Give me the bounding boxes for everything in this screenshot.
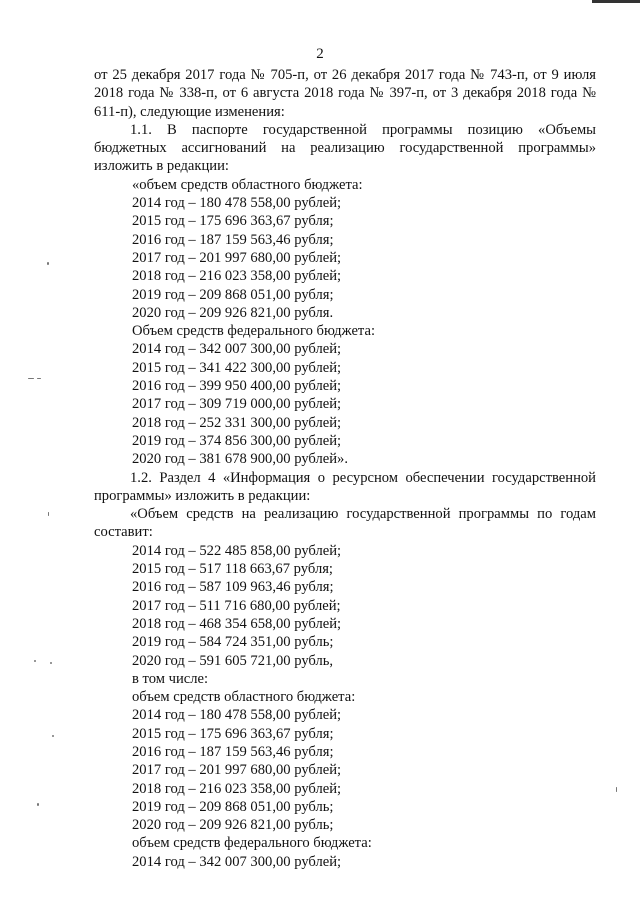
block1-federal-year-line: 2019 год – 374 856 300,00 рублей; <box>132 432 342 449</box>
block1-regional-year-line: 2017 год – 201 997 680,00 рублей; <box>132 249 342 266</box>
block2-regional-budget <box>94 688 596 834</box>
block2-total-heading: «Объем средств на реализацию государственной программы по годам составит: <box>94 506 596 541</box>
scan-speck <box>37 378 41 379</box>
block1-regional-heading: «объем средств областного бюджета: <box>132 176 363 193</box>
block1-federal-year-line: 2016 год – 399 950 400,00 рублей; <box>132 378 342 395</box>
scan-speck <box>34 660 36 662</box>
block2-total-year-line: 2019 год – 584 724 351,00 рубль; <box>132 634 334 651</box>
block2-federal-heading: объем средств федерального бюджета: <box>132 835 372 852</box>
item-1-2-paragraph: 1.2. Раздел 4 «Информация о ресурсном обеспечении государственной программы» изложить в редакции: <box>94 469 596 504</box>
block2-regional-year-line: 2020 год – 209 926 821,00 рубль; <box>132 817 334 834</box>
block2-total-year-line: 2014 год – 522 485 858,00 рублей; <box>132 542 342 559</box>
intro-paragraph: от 25 декабря 2017 года № 705-п, от 26 декабря 2017 года № 743-п, от 9 июля 2018 года № 338-п, от 6 августа 2018 года № 397-п, от 3 декабря 2018 года № 611-п), следующие изменения: <box>94 67 596 120</box>
block1-regional-year-line: 2014 год – 180 478 558,00 рублей; <box>132 195 342 212</box>
block2-total-year-line: 2018 год – 468 354 658,00 рублей; <box>132 615 342 632</box>
scan-speck <box>47 262 49 265</box>
block1-regional-year-line: 2015 год – 175 696 363,67 рубля; <box>132 213 334 230</box>
block1-regional-year-line: 2020 год – 209 926 821,00 рубля. <box>132 304 334 321</box>
block2-total-budget <box>94 542 596 688</box>
block1-regional-year-line: 2019 год – 209 868 051,00 рубля; <box>132 286 334 303</box>
item-1-1-paragraph: 1.1. В паспорте государственной программы позицию «Объемы бюджетных ассигнований на реализацию государственной программы» изложить в редакции: <box>94 121 596 175</box>
block1-federal-year-line: 2017 год – 309 719 000,00 рублей; <box>132 396 342 413</box>
document-body <box>94 66 596 871</box>
block2-regional-year-line: 2014 год – 180 478 558,00 рублей; <box>132 707 342 724</box>
block2-federal-budget <box>94 834 596 871</box>
scan-speck <box>52 735 54 737</box>
scan-speck <box>28 378 34 379</box>
page-number: 2 <box>316 46 324 62</box>
block2-federal-year-line: 2014 год – 342 007 300,00 рублей; <box>132 853 342 870</box>
block2-regional-year-line: 2017 год – 201 997 680,00 рублей; <box>132 762 342 779</box>
block1-regional-year-line: 2016 год – 187 159 563,46 рубля; <box>132 231 334 248</box>
block2-regional-heading: объем средств областного бюджета: <box>132 689 356 706</box>
scan-speck <box>48 512 49 516</box>
block2-regional-year-line: 2019 год – 209 868 051,00 рубль; <box>132 798 334 815</box>
block1-federal-heading: Объем средств федерального бюджета: <box>132 323 376 340</box>
block1-regional-year-line: 2018 год – 216 023 358,00 рублей; <box>132 268 342 285</box>
block1-federal-year-line: 2020 год – 381 678 900,00 рублей». <box>132 451 348 468</box>
block2-total-year-line: 2017 год – 511 716 680,00 рублей; <box>132 597 341 614</box>
block1-federal-year-line: 2014 год – 342 007 300,00 рублей; <box>132 341 342 358</box>
block2-total-year-line: 2016 год – 587 109 963,46 рубля; <box>132 579 334 596</box>
block1-federal-year-line: 2015 год – 341 422 300,00 рублей; <box>132 359 342 376</box>
block1-federal-budget <box>94 322 596 468</box>
block2-including-label: в том числе: <box>132 670 209 687</box>
block2-regional-year-line: 2015 год – 175 696 363,67 рубля; <box>132 725 334 742</box>
block1-federal-year-line: 2018 год – 252 331 300,00 рублей; <box>132 414 342 431</box>
scan-speck <box>50 662 52 664</box>
scan-speck <box>616 787 617 792</box>
scan-edge-mark <box>592 0 640 3</box>
block2-total-year-line: 2020 год – 591 605 721,00 рубль, <box>132 652 334 669</box>
block2-total-year-line: 2015 год – 517 118 663,67 рубля; <box>132 561 333 578</box>
block1-regional-budget <box>94 176 596 322</box>
scan-speck <box>37 803 39 806</box>
block2-regional-year-line: 2018 год – 216 023 358,00 рублей; <box>132 780 342 797</box>
block2-regional-year-line: 2016 год – 187 159 563,46 рубля; <box>132 743 334 760</box>
